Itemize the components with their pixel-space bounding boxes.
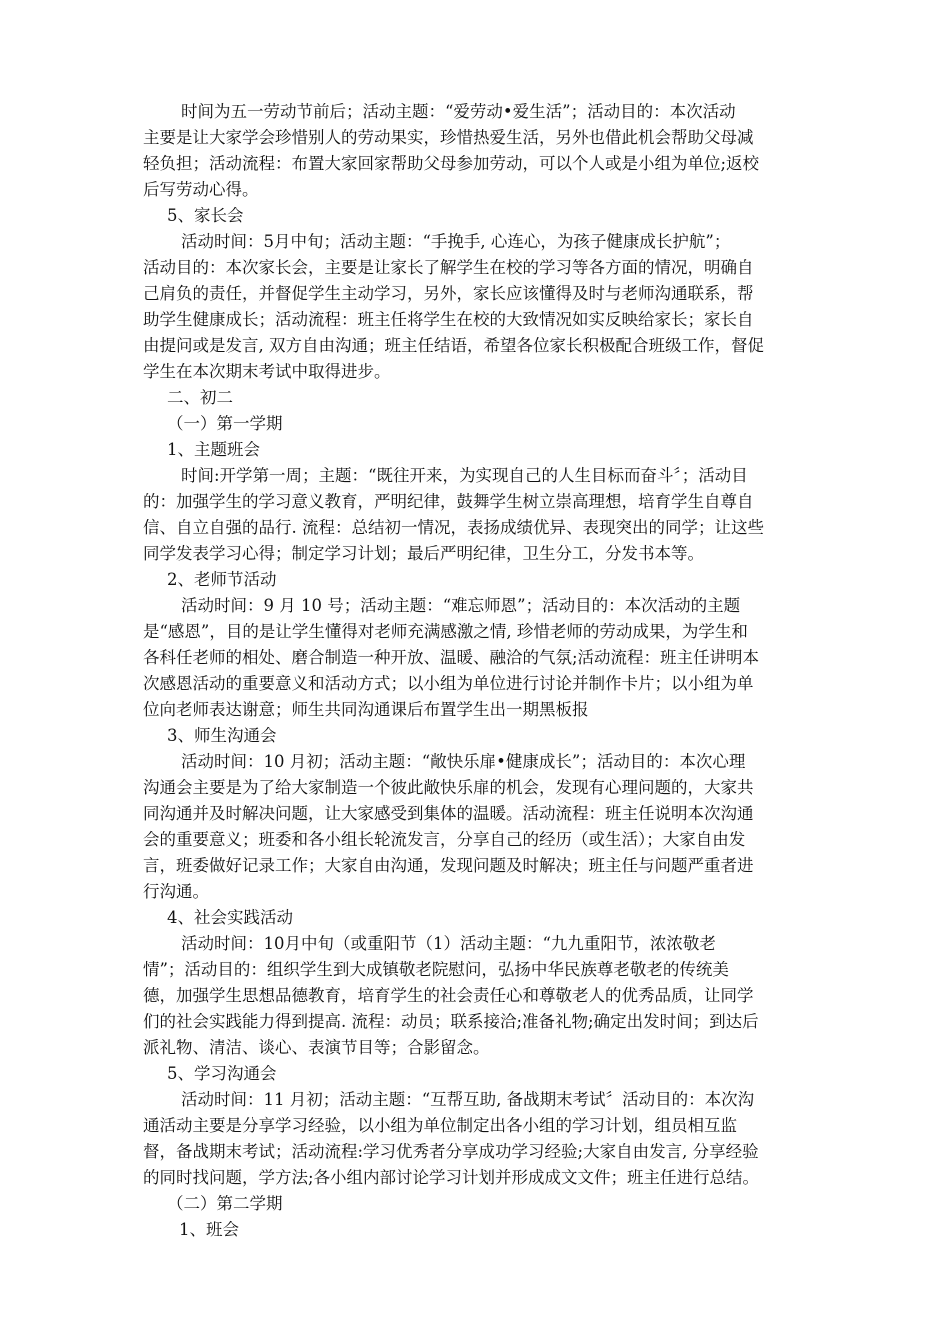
paragraph-line: 们的社会实践能力得到提高. 流程：动员；联系接洽;准备礼物;确定出发时间；到达后: [143, 1012, 759, 1031]
paragraph-line: 时间:开学第一周；主题：“既往开来，为实现自己的人生目标而奋斗〞；活动目: [181, 466, 748, 485]
paragraph-line: 活动时间：9 月 10 号；活动主题：“难忘师恩”；活动目的：本次活动的主题: [181, 596, 741, 615]
paragraph-line: 轻负担；活动流程：布置大家回家帮助父母参加劳动，可以个人或是小组为单位;返校: [143, 154, 760, 173]
paragraph-line: 活动时间：5月中旬；活动主题：“手挽手, 心连心，为孩子健康成长护航”；: [181, 232, 731, 251]
paragraph-line: 己肩负的责任，并督促学生主动学习，另外，家长应该懂得及时与老师沟通联系，帮: [143, 284, 754, 303]
paragraph-line: 活动时间：11 月初；活动主题：“互帮互助, 备战期末考试〞活动目的：本次沟: [181, 1090, 755, 1109]
section-heading: 4、社会实践活动: [167, 908, 293, 927]
section-heading: 5、家长会: [167, 206, 244, 225]
section-heading: 1、主题班会: [167, 440, 260, 459]
paragraph-line: 主要是让大家学会珍惜别人的劳动果实，珍惜热爱生活，另外也借此机会帮助父母减: [143, 128, 754, 147]
paragraph-line: 情”；活动目的：组织学生到大成镇敬老院慰问，弘扬中华民族尊老敬老的传统美: [143, 960, 729, 979]
section-heading: 3、师生沟通会: [167, 726, 277, 745]
paragraph-line: 活动时间：10月中旬（或重阳节（1）活动主题：“九九重阳节，浓浓敬老: [181, 934, 716, 953]
paragraph-line: 后写劳动心得。: [143, 180, 259, 199]
section-heading: 2、老师节活动: [167, 570, 277, 589]
paragraph-line: 会的重要意义；班委和各小组长轮流发言，分享自己的经历（或生活）；大家自由发: [143, 830, 746, 849]
paragraph-line: 是“感恩”，目的是让学生懂得对老师充满感激之情, 珍惜老师的劳动成果，为学生和: [143, 622, 748, 641]
section-heading: 5、学习沟通会: [167, 1064, 277, 1083]
paragraph-line: 活动目的：本次家长会，主要是让家长了解学生在校的学习等各方面的情况，明确自: [143, 258, 754, 277]
paragraph-line: 的同时找问题，学方法;各小组内部讨论学习计划并形成成文文件；班主任进行总结。: [143, 1168, 760, 1187]
paragraph-line: 活动时间：10 月初；活动主题：“敞快乐扉•健康成长”；活动目的：本次心理: [181, 752, 746, 771]
paragraph-line: 同学发表学习心得；制定学习计划；最后严明纪律，卫生分工，分发书本等。: [143, 544, 704, 563]
paragraph-line: 通活动主要是分享学习经验，以小组为单位制定出各小组的学习计划，组员相互监: [143, 1116, 737, 1135]
paragraph-line: 学生在本次期末考试中取得进步。: [143, 362, 391, 381]
paragraph-line: 由提问或是发言, 双方自由沟通；班主任结语，希望各位家长积极配合班级工作，督促: [143, 336, 764, 355]
paragraph-line: 的：加强学生的学习意义教育，严明纪律，鼓舞学生树立崇高理想，培育学生自尊自: [143, 492, 754, 511]
paragraph-line: 同沟通并及时解决问题，让大家感受到集体的温暖。活动流程：班主任说明本次沟通: [143, 804, 754, 823]
semester-heading: （二）第二学期: [167, 1194, 283, 1213]
paragraph-line: 时间为五一劳动节前后；活动主题：“爱劳动•爱生活”；活动目的：本次活动: [181, 102, 736, 121]
paragraph-line: 督，备战期末考试；活动流程:学习优秀者分享成功学习经验;大家自由发言, 分享经验: [143, 1142, 759, 1161]
paragraph-line: 位向老师表达谢意；师生共同沟通课后布置学生出一期黑板报: [143, 700, 589, 719]
chapter-heading: 二、初二: [167, 388, 233, 407]
paragraph-line: 德，加强学生思想品德教育，培育学生的社会责任心和尊敬老人的优秀品质，让同学: [143, 986, 754, 1005]
paragraph-line: 行沟通。: [143, 882, 209, 901]
paragraph-line: 次感恩活动的重要意义和活动方式；以小组为单位进行讨论并制作卡片；以小组为单: [143, 674, 754, 693]
section-heading: 1、班会: [179, 1220, 239, 1239]
paragraph-line: 派礼物、清洁、谈心、表演节目等；合影留念。: [143, 1038, 490, 1057]
semester-heading: （一）第一学期: [167, 414, 283, 433]
paragraph-line: 信、自立自强的品行. 流程：总结初一情况，表扬成绩优异、表现突出的同学；让这些: [143, 518, 764, 537]
paragraph-line: 言，班委做好记录工作；大家自由沟通，发现问题及时解决；班主任与问题严重者进: [143, 856, 754, 875]
paragraph-line: 沟通会主要是为了给大家制造一个彼此敞快乐扉的机会，发现有心理问题的，大家共: [143, 778, 754, 797]
paragraph-line: 各科任老师的相处、磨合制造一种开放、温暖、融洽的气氛;活动流程：班主任讲明本: [143, 648, 760, 667]
paragraph-line: 助学生健康成长；活动流程：班主任将学生在校的大致情况如实反映给家长；家长自: [143, 310, 754, 329]
